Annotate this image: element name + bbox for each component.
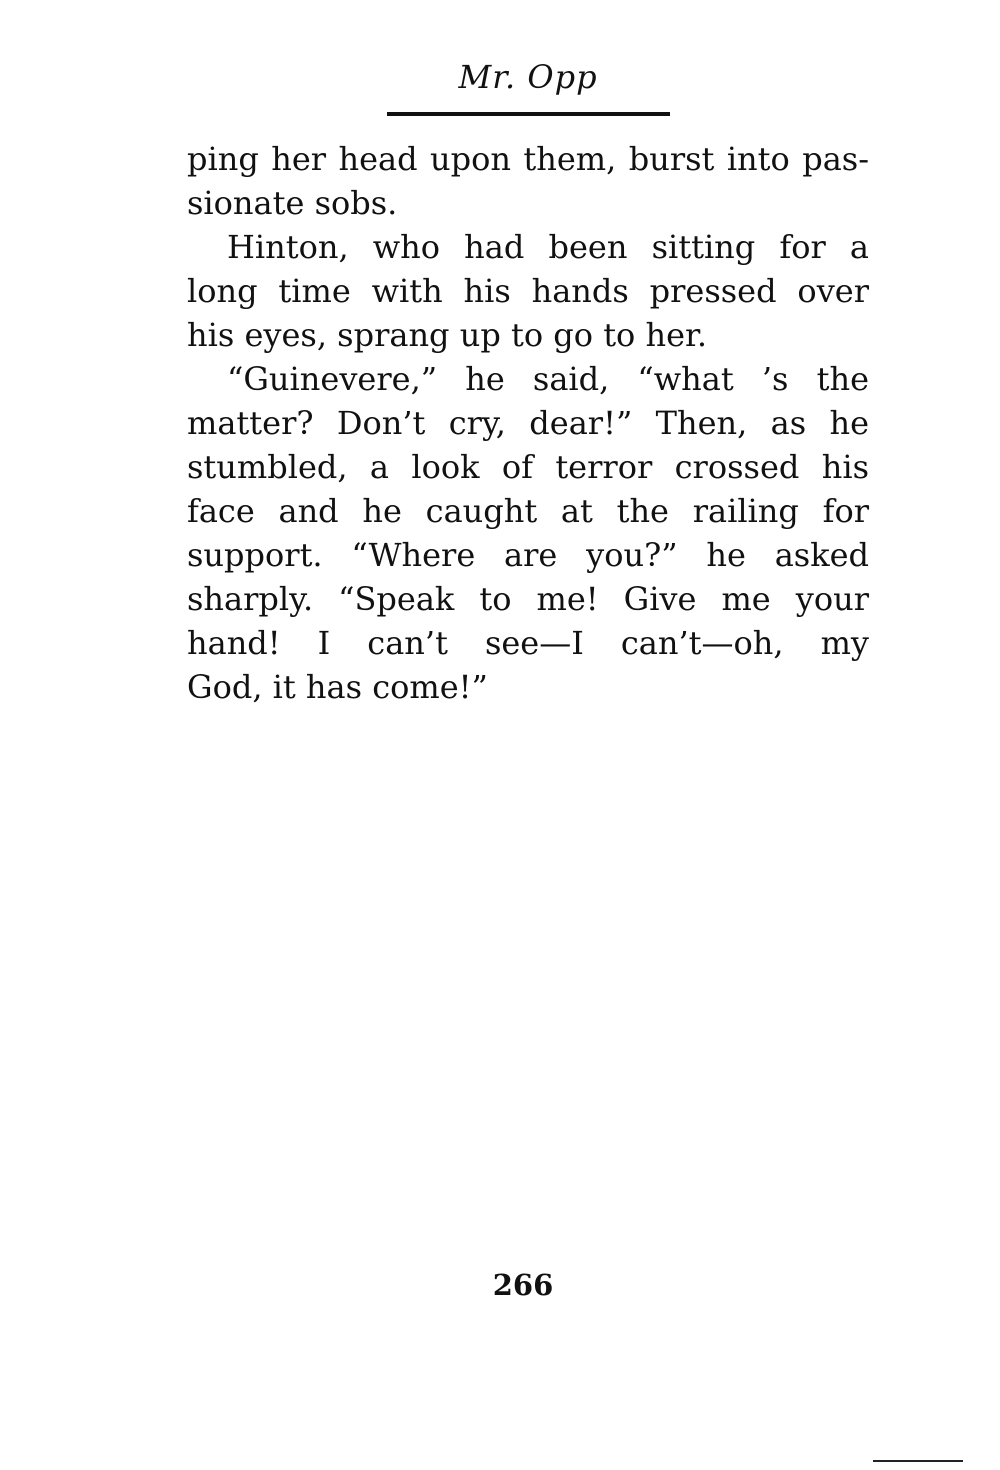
text-line: God, it has come!” <box>187 668 488 706</box>
page-number: 266 <box>492 1268 554 1302</box>
running-head: Mr. Opp <box>458 58 598 96</box>
footer-rule <box>873 1460 963 1462</box>
text-line: stumbled, a look of terror crossed his <box>187 448 869 486</box>
text-line: ping her head upon them, burst into pas- <box>187 140 869 178</box>
text-line: matter? Don’t cry, dear!” Then, as he <box>187 404 869 442</box>
text-line: sionate sobs. <box>187 184 398 222</box>
header-rule <box>387 112 670 116</box>
text-line: face and he caught at the railing for <box>187 492 869 530</box>
text-line: hand! I can’t see—I can’t—oh, my <box>187 624 869 662</box>
text-line: “Guinevere,” he said, “what ’s the <box>227 360 869 398</box>
text-line: sharply. “Speak to me! Give me your <box>187 580 869 618</box>
text-line: his eyes, sprang up to go to her. <box>187 316 707 354</box>
text-line: long time with his hands pressed over <box>187 272 869 310</box>
body-text <box>187 137 869 709</box>
text-line: Hinton, who had been sitting for a <box>227 228 869 266</box>
text-line: support. “Where are you?” he asked <box>187 536 869 574</box>
